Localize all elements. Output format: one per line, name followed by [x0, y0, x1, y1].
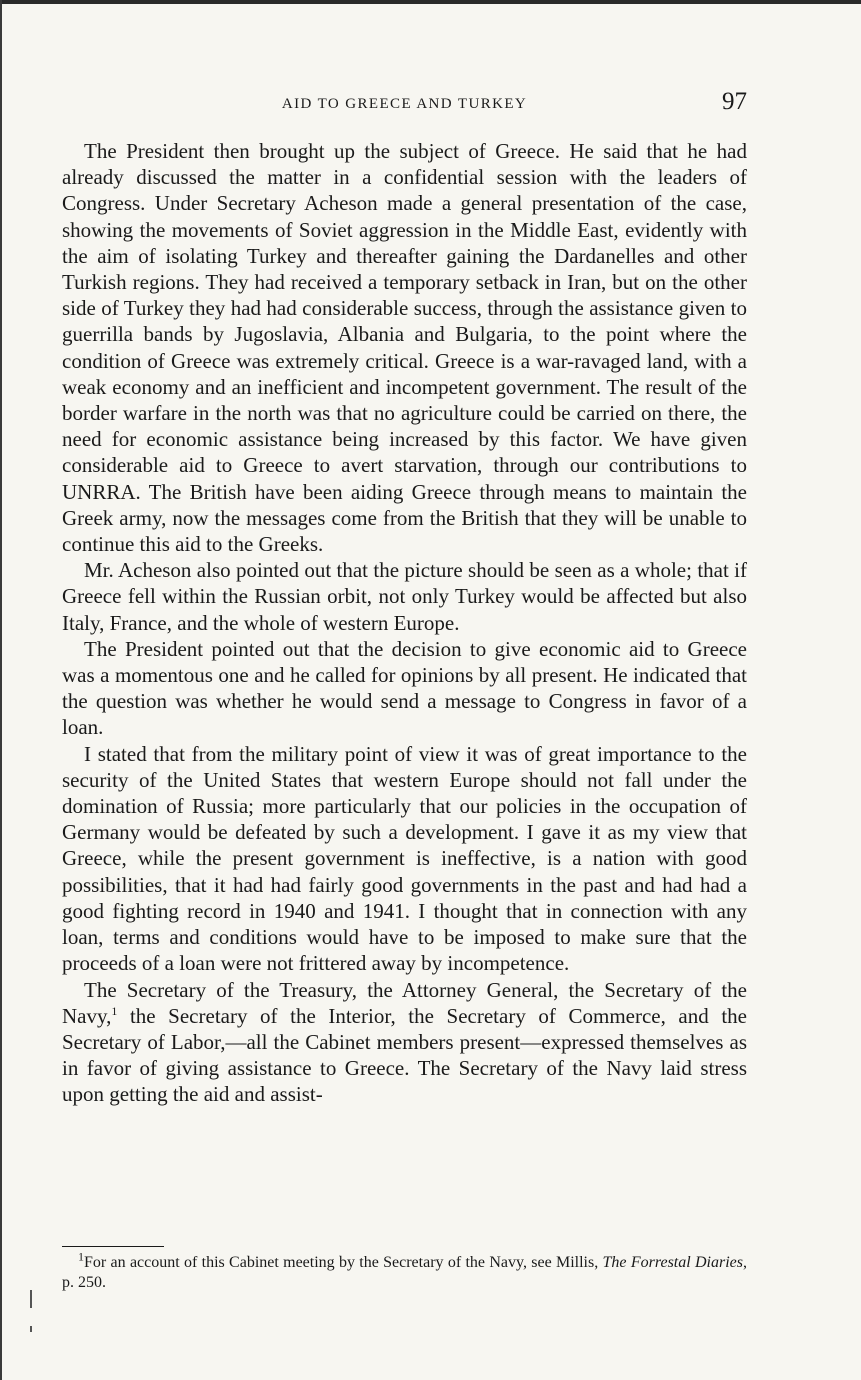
paragraph-text: The Secretary of the Treasury, the Attorney General, the Secretary of the Navy, [62, 977, 747, 1028]
page-top-border [0, 0, 861, 4]
body-text [62, 138, 747, 1108]
page-header [62, 88, 747, 124]
footnote-text: For an account of this Cabinet meeting by the Secretary of the Navy, see Millis, [84, 1254, 603, 1271]
running-head: AID TO GREECE AND TURKEY [281, 96, 528, 112]
paragraph: I stated that from the military point of view it was of great importance to the security of the United States that western Europe should not fall under the domination of Russia; more particularly that our policies in the occupation of Germany would be defeated by such a development. I gave it as my view that Greece, while the present government is ineffective, is a nation with good possibilities, that it had had fairly good governments in the past and had had a good fighting record in 1940 and 1941. I thought that in connection with any loan, terms and conditions would have to be imposed to make sure that the proceeds of a loan were not frittered away by incompetence. [62, 741, 747, 976]
page-number: 97 [722, 88, 747, 115]
page-left-border [0, 0, 2, 1380]
paragraph: The President pointed out that the decision to give economic aid to Greece was a momentous one and he called for opinions by all present. He indicated that the question was whether he would send a message to Congress in favor of a loan. [62, 636, 747, 740]
paragraph-text: the Secretary of the Interior, the Secretary of Commerce, and the Secretary of Labor,—all the Cabinet members present—expressed themselves as in favor of giving assistance to Greece. The Secretary of the Navy laid stress upon getting the aid and assist- [62, 1003, 747, 1107]
footnote-marker: 1 [78, 1249, 84, 1264]
margin-mark [30, 1326, 32, 1332]
margin-mark [30, 1290, 32, 1308]
paragraph [62, 977, 747, 1108]
footnote-text: , p. 250. [62, 1254, 747, 1291]
footnote-book-title: The Forrestal Diaries [602, 1254, 743, 1271]
paragraph: Mr. Acheson also pointed out that the picture should be seen as a whole; that if Greece fell within the Russian orbit, not only Turkey would be affected but also Italy, France, and the whole of western Europe. [62, 558, 747, 635]
footnote-reference[interactable]: 1 [111, 1003, 118, 1018]
paragraph: The President then brought up the subject of Greece. He said that he had already discussed the matter in a confidential session with the leaders of Congress. Under Secretary Acheson made a general presentation of the case, showing the movements of Soviet aggression in the Middle East, evidently with the aim of isolating Turkey and thereafter gaining the Dardanelles and other Turkish regions. They had received a temporary setback in Iran, but on the other side of Turkey they had had considerable success, through the assistance given to guerrilla bands by Jugoslavia, Albania and Bulgaria, to the point where the condition of Greece was extremely critical. Greece is a war-ravaged land, with a weak economy and an inefficient and incompetent government. The result of the border warfare in the north was that no agriculture could be carried on there, the need for economic assistance being increased by this factor. We have given considerable aid to Greece to avert starvation, through our contributions to UNRRA. The British have been aiding Greece through means to maintain the Greek army, now the messages come from the British that they will be unable to continue this aid to the Greeks. [62, 139, 747, 557]
footnote [62, 1249, 747, 1293]
footnote-rule [62, 1246, 164, 1247]
